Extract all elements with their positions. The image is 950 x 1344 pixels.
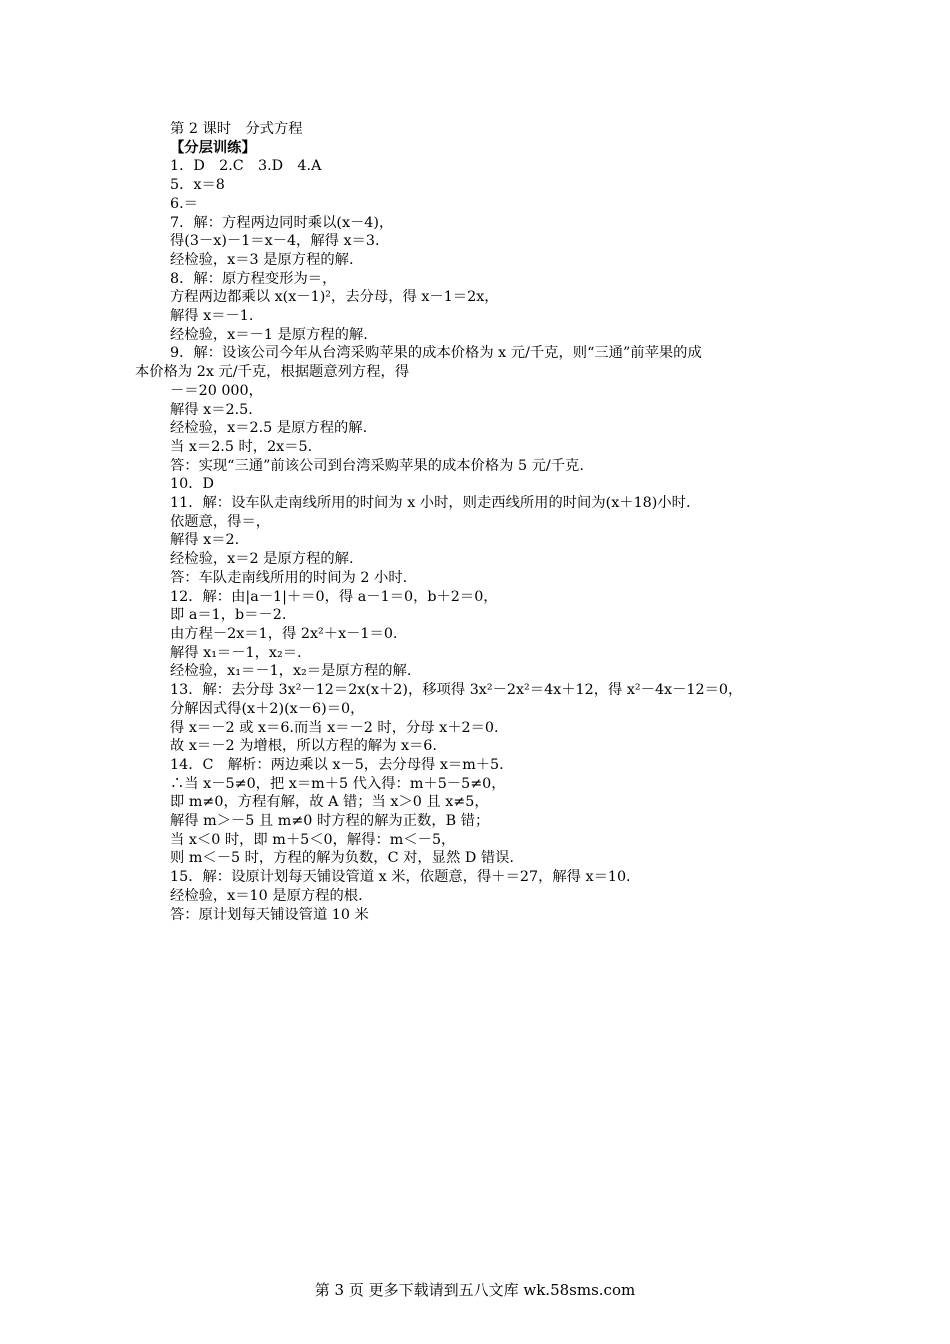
text-line: 方程两边都乘以 x(x－1)²，去分母，得 x－1＝2x， — [170, 289, 499, 306]
section-heading: 【分层训练】 — [170, 139, 256, 156]
text-line: 经检验，x＝－1 是原方程的解. — [170, 326, 368, 343]
text-line: 5．x＝8 — [170, 177, 225, 194]
text-line: 9．解：设该公司今年从台湾采购苹果的成本价格为 x 元/千克，则“三通”前苹果的成 — [170, 345, 702, 362]
text-line: 经检验，x＝10 是原方程的根. — [170, 887, 363, 904]
text-line: 解得 x＝2.5. — [170, 401, 253, 418]
text-line: 8．解：原方程变形为＝， — [170, 270, 337, 287]
text-line: 14．C 解析：两边乘以 x－5，去分母得 x＝m＋5. — [170, 756, 504, 773]
text-line: 13．解：去分母 3x²－12＝2x(x＋2)，移项得 3x²－2x²＝4x＋12，得 x²－4x－12＝0， — [170, 682, 743, 699]
text-line: ∴当 x－5≠0，把 x＝m＋5 代入得：m＋5－5≠0， — [170, 775, 506, 792]
text-line: 则 m＜－5 时，方程的解为负数，C 对，显然 D 错误. — [170, 850, 514, 867]
text-line: 解得 x＝－1. — [170, 308, 254, 325]
text-line: 依题意，得＝， — [170, 513, 271, 530]
document-body — [135, 120, 825, 924]
text-line: 得 x＝－2 或 x＝6.而当 x＝－2 时，分母 x＋2＝0. — [170, 719, 499, 736]
text-line: 解得 m＞－5 且 m≠0 时方程的解为正数，B 错； — [170, 813, 490, 830]
text-line: 得(3－x)－1＝x－4，解得 x＝3. — [170, 233, 380, 250]
text-line: 经检验，x＝2.5 是原方程的解. — [170, 420, 368, 437]
text-line: 答：车队走南线所用的时间为 2 小时. — [170, 569, 408, 586]
text-line: 经检验，x＝3 是原方程的解. — [170, 251, 354, 268]
text-line: 故 x＝－2 为增根，所以方程的解为 x＝6. — [170, 738, 437, 755]
text-line: 当 x＜0 时，即 m＋5＜0，解得：m＜－5， — [170, 831, 456, 848]
text-line: 15．解：设原计划每天铺设管道 x 米，依题意，得＋＝27，解得 x＝10. — [170, 869, 631, 886]
text-line: 分解因式得(x＋2)(x－6)＝0， — [170, 700, 365, 717]
text-line: 6.＝ — [170, 195, 198, 212]
text-line: 本价格为 2x 元/千克，根据题意列方程，得 — [135, 364, 410, 381]
text-line: 12．解：由|a－1|＋＝0，得 a－1＝0，b＋2＝0， — [170, 588, 498, 605]
text-line: 解得 x＝2. — [170, 532, 240, 549]
text-line: －＝20 000， — [170, 382, 263, 399]
text-line: 7．解：方程两边同时乘以(x－4)， — [170, 214, 394, 231]
text-line: 第 2 课时 分式方程 — [170, 121, 303, 137]
text-line: 由方程－2x＝1，得 2x²＋x－1＝0. — [170, 625, 398, 642]
page-footer: 第 3 页 更多下载请到五八文库 wk.58sms.com — [314, 1281, 636, 1299]
text-line: 1．D 2.C 3.D 4.A — [170, 158, 322, 175]
text-line: 经检验，x₁＝－1，x₂＝是原方程的解. — [170, 663, 412, 680]
text-line: 11．解：设车队走南线所用的时间为 x 小时，则走西线所用的时间为(x＋18)小时. — [170, 495, 691, 512]
text-line: 答：实现“三通”前该公司到台湾采购苹果的成本价格为 5 元/千克. — [170, 457, 584, 474]
text-line: 即 a＝1，b＝－2. — [170, 607, 287, 624]
text-line: 10．D — [170, 476, 214, 493]
text-line: 当 x＝2.5 时，2x＝5. — [170, 438, 313, 455]
text-line: 答：原计划每天铺设管道 10 米 — [170, 906, 369, 923]
text-line: 经检验，x＝2 是原方程的解. — [170, 551, 354, 568]
text-line: 即 m≠0，方程有解，故 A 错；当 x＞0 且 x≠5， — [170, 794, 489, 811]
text-line: 解得 x₁＝－1，x₂＝. — [170, 644, 302, 661]
